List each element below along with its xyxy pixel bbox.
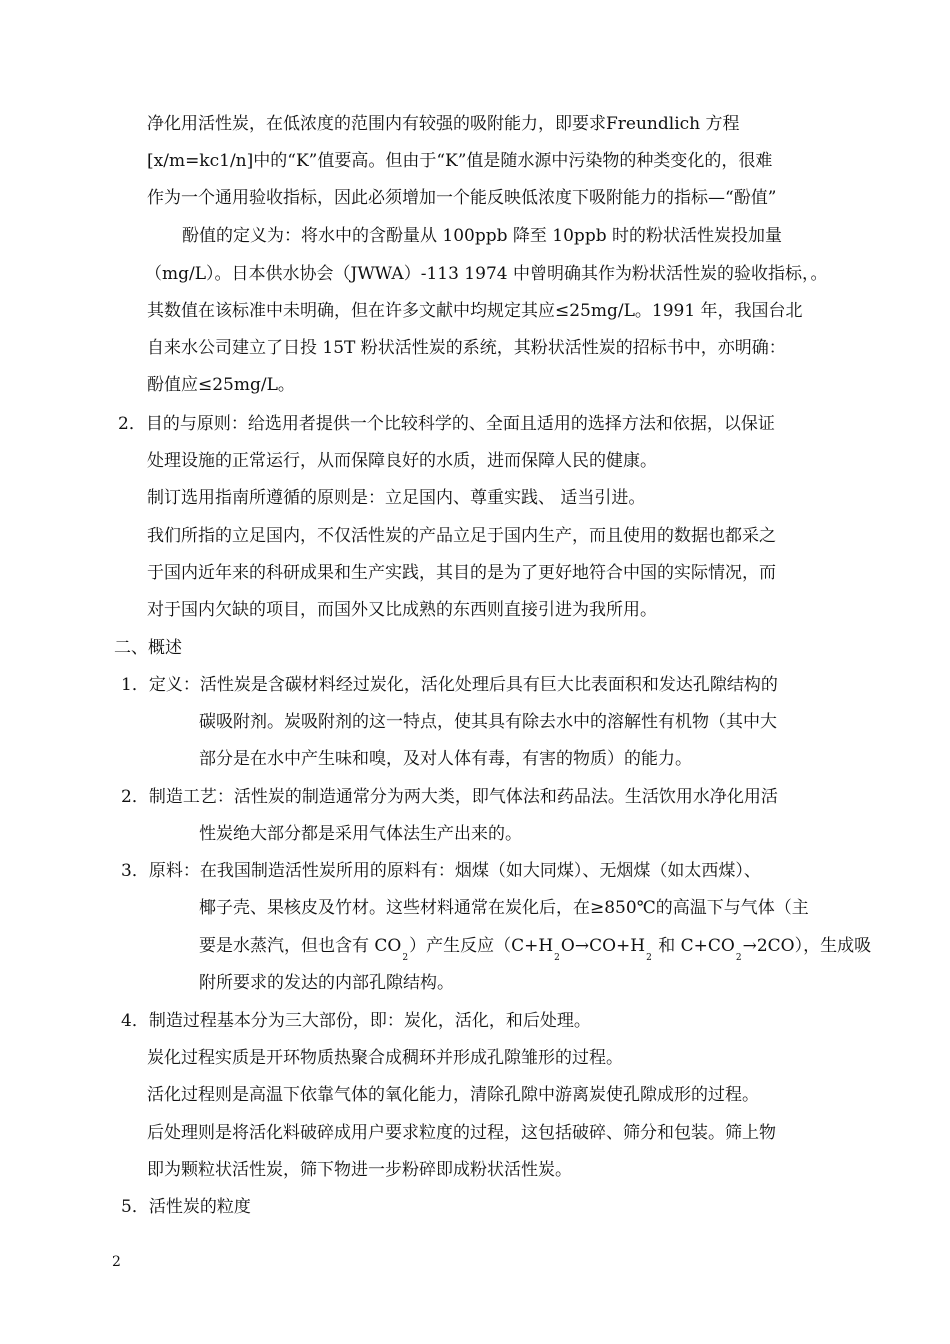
formula-text: 和 C+CO (652, 936, 735, 956)
text-line: 后处理则是将活化料破碎成用户要求粒度的过程，这包括破碎、筛分和包装。筛上物 (147, 1123, 776, 1143)
text-line: 净化用活性炭，在低浓度的范围内有较强的吸附能力，即要求Freundlich 方程 (147, 114, 740, 134)
text-line: 附所要求的发达的内部孔隙结构。 (199, 973, 454, 993)
text-line: 我们所指的立足国内，不仅活性炭的产品立足于国内生产，而且使用的数据也都采之 (147, 526, 776, 546)
formula-text: O→CO+H (560, 936, 646, 956)
text-line: 炭化过程实质是开环物质热聚合成稠环并形成孔隙雏形的过程。 (147, 1048, 623, 1068)
text-line: [x/m=kc1/n]中的“K”值要高。但由于“K”值是随水源中污染物的种类变化的，很难 (147, 151, 773, 171)
text-line: 于国内近年来的科研成果和生产实践，其目的是为了更好地符合中国的实际情况，而 (147, 563, 776, 583)
text-line: 性炭绝大部分都是采用气体法生产出来的。 (199, 824, 522, 844)
formula-text: 要是水蒸汽，但也含有 CO (199, 936, 402, 956)
text-line: 5．活性炭的粒度 (121, 1197, 251, 1217)
subscript: 2 (554, 953, 560, 963)
text-line: 酚值应≤25mg/L。 (147, 375, 295, 395)
formula-text: →2CO），生成吸 (742, 936, 872, 956)
text-line: 酚值的定义为：将水中的含酚量从 100ppb 降至 10ppb 时的粉状活性炭投加量 (182, 226, 782, 246)
text-line: 即为颗粒状活性炭，筛下物进一步粉碎即成粉状活性炭。 (147, 1160, 572, 1180)
text-line: 3．原料：在我国制造活性炭所用的原料有：烟煤（如大同煤）、无烟煤（如太西煤）、 (121, 861, 761, 881)
text-line: （mg/L）。日本供水协会（JWWA）-113 1974 中曾明确其作为粉状活性炭的验收指标，。 (145, 264, 828, 284)
text-line: 2．制造工艺：活性炭的制造通常分为两大类，即气体法和药品法。生活饮用水净化用活 (121, 787, 778, 807)
text-line: 部分是在水中产生味和嗅，及对人体有毒，有害的物质）的能力。 (199, 749, 692, 769)
text-line-formula (199, 934, 872, 963)
text-line: 椰子壳、果核皮及竹材。这些材料通常在炭化后，在≥850℃的高温下与气体（主 (199, 898, 809, 918)
page-number: 2 (112, 1254, 121, 1270)
text-line: 2．目的与原则：给选用者提供一个比较科学的、全面且适用的选择方法和依据，以保证 (118, 414, 775, 434)
formula-text: ）产生反应（C+H (409, 936, 554, 956)
text-line: 碳吸附剂。炭吸附剂的这一特点，使其具有除去水中的溶解性有机物（其中大 (199, 712, 777, 732)
subscript: 2 (646, 953, 652, 963)
section-heading: 二、概述 (114, 638, 182, 658)
subscript: 2 (735, 953, 742, 963)
text-line: 活化过程则是高温下依靠气体的氧化能力，清除孔隙中游离炭使孔隙成形的过程。 (147, 1085, 759, 1105)
text-line: 制订选用指南所遵循的原则是：立足国内、尊重实践、 适当引进。 (147, 488, 646, 508)
text-line: 1．定义：活性炭是含碳材料经过炭化，活化处理后具有巨大比表面积和发达孔隙结构的 (121, 675, 778, 695)
text-line: 处理设施的正常运行，从而保障良好的水质，进而保障人民的健康。 (147, 451, 657, 471)
subscript: 2 (402, 953, 409, 963)
text-line: 自来水公司建立了日投 15T 粉状活性炭的系统，其粉状活性炭的招标书中，亦明确： (147, 338, 786, 358)
text-line: 4．制造过程基本分为三大部份，即：炭化，活化，和后处理。 (121, 1011, 591, 1031)
text-line: 其数值在该标准中未明确，但在许多文献中均规定其应≤25mg/L。1991 年，我国台北 (147, 301, 803, 321)
text-line: 作为一个通用验收指标，因此必须增加一个能反映低浓度下吸附能力的指标—“酚值” (147, 188, 777, 208)
text-line: 对于国内欠缺的项目，而国外又比成熟的东西则直接引进为我所用。 (147, 600, 657, 620)
